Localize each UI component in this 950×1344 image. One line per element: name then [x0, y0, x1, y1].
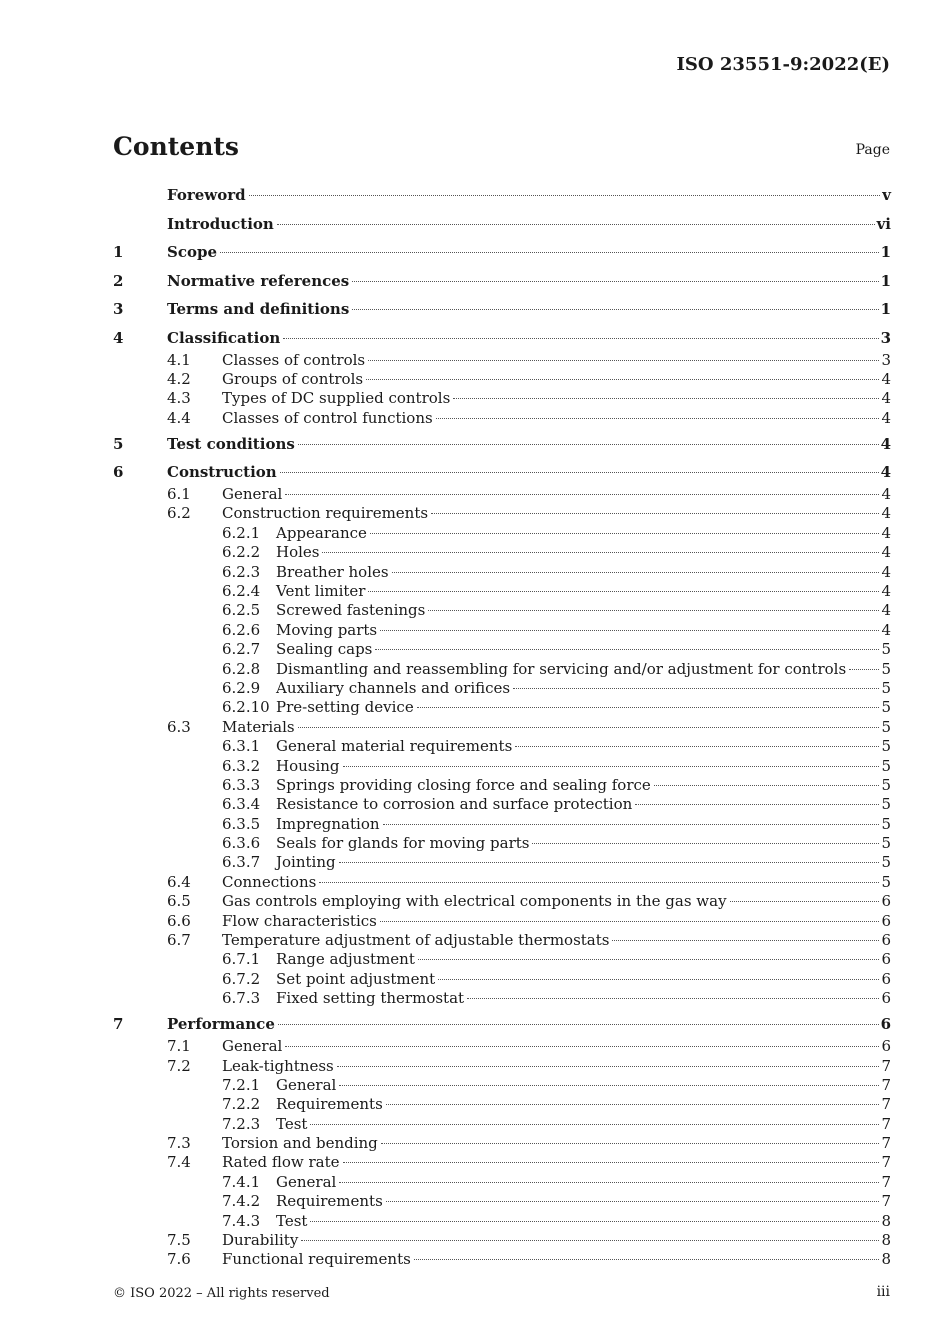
toc-entry[interactable]: [113, 389, 891, 408]
dot-leader: [428, 610, 879, 611]
toc-entry-page: 1: [880, 243, 891, 261]
toc-entry-page: 4: [881, 562, 891, 581]
toc-entry[interactable]: [113, 601, 891, 620]
toc-entry-title: Impregnation: [276, 814, 380, 833]
toc-entry-title: Test: [276, 1211, 308, 1230]
dot-leader: [386, 1104, 880, 1105]
toc-entry-page: 1: [880, 271, 891, 290]
toc-entry-title: General: [222, 1037, 283, 1056]
toc-entry-title: Fixed setting thermostat: [276, 989, 465, 1008]
toc-entry-title: General: [276, 1172, 337, 1191]
toc-entry-title: Springs providing closing force and sealing force: [276, 775, 651, 794]
toc-entry-title: Holes: [276, 543, 320, 562]
toc-entry-page: 5: [881, 853, 891, 872]
toc-entry-number: 7.4.3: [222, 1211, 261, 1230]
dot-leader: [370, 533, 880, 534]
toc-entry-page: 7: [881, 1114, 891, 1133]
toc-entry-page: 7: [881, 1172, 891, 1191]
toc-entry-number: 6.3.1: [222, 737, 261, 756]
toc-entry-number: 2: [113, 271, 124, 290]
toc-entry[interactable]: [113, 621, 891, 640]
toc-entry[interactable]: [113, 485, 891, 504]
dot-leader: [414, 1259, 880, 1260]
toc-entry-number: 7.5: [167, 1231, 191, 1250]
toc-entry[interactable]: [113, 272, 891, 294]
toc-entry[interactable]: [113, 409, 891, 428]
table-of-contents: [113, 186, 891, 1270]
toc-entry-number: 6.7.3: [222, 989, 261, 1008]
toc-entry[interactable]: [113, 463, 891, 485]
dot-leader: [515, 746, 879, 747]
toc-entry[interactable]: [113, 970, 891, 989]
toc-entry-title: General: [222, 485, 283, 504]
toc-entry-page: 7: [881, 1134, 891, 1153]
toc-entry-title: Requirements: [276, 1095, 383, 1114]
toc-entry[interactable]: [113, 1015, 891, 1037]
toc-entry-page: 6: [881, 969, 891, 988]
toc-entry-page: 7: [881, 1192, 891, 1211]
toc-entry-number: 6.2.10: [222, 698, 270, 717]
toc-entry-title: General material requirements: [276, 737, 513, 756]
toc-entry-page: 6: [881, 911, 891, 930]
toc-entry-number: 4.4: [167, 408, 191, 427]
toc-entry-page: 3: [881, 350, 891, 369]
toc-entry[interactable]: [113, 1115, 891, 1134]
page-title: Contents: [113, 132, 240, 161]
toc-entry-title: Materials: [222, 717, 295, 736]
toc-entry-title: Groups of controls: [222, 369, 364, 388]
toc-entry[interactable]: [113, 853, 891, 872]
toc-entry[interactable]: [113, 186, 891, 208]
page-column-label: Page: [855, 142, 890, 158]
toc-entry[interactable]: [113, 1057, 891, 1076]
toc-entry-title: Construction: [167, 463, 277, 482]
toc-entry[interactable]: [113, 1095, 891, 1114]
dot-leader: [283, 338, 878, 339]
dot-leader: [285, 494, 879, 495]
toc-entry-page: 4: [881, 408, 891, 427]
toc-entry[interactable]: [113, 1134, 891, 1153]
copyright-notice: © ISO 2022 – All rights reserved: [113, 1286, 330, 1301]
toc-entry-title: Test conditions: [167, 434, 295, 453]
toc-entry[interactable]: [113, 718, 891, 737]
toc-entry-title: Performance: [167, 1015, 275, 1034]
toc-entry-number: 6.2.7: [222, 640, 261, 659]
toc-entry[interactable]: [113, 757, 891, 776]
toc-entry-title: Durability: [222, 1231, 299, 1250]
toc-entry-title: Screwed fastenings: [276, 601, 426, 620]
toc-entry-page: 5: [881, 814, 891, 833]
toc-entry-page: 1: [880, 300, 891, 318]
toc-entry[interactable]: [113, 1231, 891, 1250]
dot-leader: [310, 1221, 879, 1222]
toc-entry[interactable]: [113, 435, 891, 457]
toc-entry[interactable]: [113, 950, 891, 969]
toc-entry-title: Functional requirements: [222, 1250, 411, 1269]
toc-entry-title: Classification: [167, 328, 281, 347]
toc-entry[interactable]: [113, 524, 891, 543]
dot-leader: [249, 195, 881, 196]
toc-entry-page: 5: [881, 659, 891, 678]
toc-entry-number: 7.2.1: [222, 1075, 261, 1094]
toc-entry[interactable]: [113, 640, 891, 659]
toc-entry-number: 7.2.2: [222, 1095, 261, 1114]
toc-entry-number: 6.2.8: [222, 659, 261, 678]
toc-entry[interactable]: [113, 931, 891, 950]
toc-entry-number: 6.1: [167, 485, 191, 504]
toc-entry-page: 4: [881, 523, 891, 542]
toc-entry-number: 6.3.4: [222, 795, 261, 814]
toc-entry[interactable]: [113, 698, 891, 717]
dot-leader: [337, 1066, 880, 1067]
dot-leader: [285, 1046, 879, 1047]
toc-entry-page: 4: [880, 434, 891, 453]
toc-entry-page: 6: [881, 950, 891, 969]
toc-entry-number: 6.2.1: [222, 523, 261, 542]
toc-entry[interactable]: [113, 892, 891, 911]
toc-entry-title: Construction requirements: [222, 504, 429, 523]
toc-entry-page: 5: [881, 678, 891, 697]
toc-entry-title: Resistance to corrosion and surface protection: [276, 795, 633, 814]
dot-leader: [322, 552, 879, 553]
dot-leader: [366, 379, 879, 380]
toc-entry-number: 7.1: [167, 1037, 191, 1056]
page-number: iii: [876, 1284, 890, 1300]
dot-leader: [298, 444, 879, 445]
toc-entry-page: 4: [881, 389, 891, 408]
toc-entry-page: 4: [881, 543, 891, 562]
toc-entry-number: 6.2.5: [222, 601, 261, 620]
dot-leader: [301, 1240, 879, 1241]
dot-leader: [654, 785, 880, 786]
toc-entry-number: 6.3.6: [222, 834, 261, 853]
toc-entry-page: 5: [881, 717, 891, 736]
toc-entry-title: Torsion and bending: [222, 1134, 378, 1153]
dot-leader: [380, 921, 880, 922]
dot-leader: [612, 940, 879, 941]
toc-entry-number: 6.2: [167, 504, 191, 523]
toc-entry-page: 4: [880, 463, 891, 482]
dot-leader: [381, 1143, 880, 1144]
dot-leader: [368, 360, 879, 361]
toc-entry-page: 6: [880, 1015, 891, 1034]
toc-entry-page: 3: [880, 328, 891, 347]
toc-entry-title: General: [276, 1075, 337, 1094]
toc-entry-page: 4: [881, 620, 891, 639]
toc-entry-page: v: [882, 186, 891, 204]
toc-entry-page: 8: [881, 1211, 891, 1230]
dot-leader: [417, 707, 880, 708]
toc-entry[interactable]: [113, 776, 891, 795]
toc-entry-number: 7.6: [167, 1250, 191, 1269]
dot-leader: [453, 398, 879, 399]
toc-entry-number: 6.7.1: [222, 950, 261, 969]
toc-entry-title: Pre-setting device: [276, 698, 414, 717]
dot-leader: [375, 649, 879, 650]
toc-entry-number: 6.3.5: [222, 814, 261, 833]
toc-entry-title: Jointing: [276, 853, 336, 872]
toc-entry-title: Test: [276, 1114, 308, 1133]
toc-entry-page: 5: [881, 795, 891, 814]
toc-entry-page: 6: [881, 931, 891, 950]
dot-leader: [352, 309, 878, 310]
toc-entry[interactable]: [113, 1153, 891, 1172]
toc-entry-title: Seals for glands for moving parts: [276, 834, 530, 853]
toc-entry-number: 7.2: [167, 1056, 191, 1075]
toc-entry-title: Terms and definitions: [167, 300, 350, 318]
dot-leader: [280, 472, 879, 473]
toc-entry[interactable]: [113, 1037, 891, 1056]
dot-leader: [383, 824, 880, 825]
toc-entry-title: Moving parts: [276, 620, 378, 639]
toc-entry-page: 5: [881, 775, 891, 794]
toc-entry[interactable]: [113, 582, 891, 601]
toc-entry[interactable]: [113, 563, 891, 582]
toc-entry-page: 5: [881, 698, 891, 717]
toc-entry-number: 6: [113, 463, 124, 482]
dot-leader: [278, 1024, 879, 1025]
toc-entry-title: Auxiliary channels and orifices: [276, 678, 511, 697]
toc-entry-page: 6: [881, 1037, 891, 1056]
toc-entry-page: 6: [881, 989, 891, 1008]
dot-leader: [343, 1162, 880, 1163]
dot-leader: [310, 1124, 879, 1125]
toc-entry[interactable]: [113, 912, 891, 931]
toc-entry[interactable]: [113, 1076, 891, 1095]
toc-entry[interactable]: [113, 243, 891, 265]
toc-entry-title: Vent limiter: [276, 582, 366, 601]
toc-entry-number: 6.7: [167, 931, 191, 950]
toc-entry-number: 4.1: [167, 350, 191, 369]
dot-leader: [849, 669, 879, 670]
toc-entry[interactable]: [113, 1212, 891, 1231]
toc-entry[interactable]: [113, 873, 891, 892]
dot-leader: [339, 1182, 879, 1183]
toc-entry[interactable]: [113, 300, 891, 322]
toc-entry-number: 7.4.2: [222, 1192, 261, 1211]
toc-entry-page: 7: [881, 1075, 891, 1094]
toc-entry-page: 7: [881, 1095, 891, 1114]
toc-entry[interactable]: [113, 1173, 891, 1192]
dot-leader: [298, 727, 880, 728]
toc-entry-number: 4.3: [167, 389, 191, 408]
toc-entry-number: 7.3: [167, 1134, 191, 1153]
toc-entry[interactable]: [113, 989, 891, 1008]
toc-entry-number: 6.3.2: [222, 756, 261, 775]
toc-entry[interactable]: [113, 679, 891, 698]
toc-entry-number: 6.3: [167, 717, 191, 736]
toc-entry-title: Dismantling and reassembling for servicing and/or adjustment for controls: [276, 659, 847, 678]
toc-entry-title: Normative references: [167, 271, 350, 290]
toc-entry-title: Temperature adjustment of adjustable thermostats: [222, 931, 610, 950]
toc-entry-title: Set point adjustment: [276, 969, 436, 988]
toc-entry-page: 8: [881, 1231, 891, 1250]
toc-entry[interactable]: [113, 351, 891, 370]
toc-entry-title: Connections: [222, 872, 317, 891]
toc-entry-number: 6.2.2: [222, 543, 261, 562]
toc-entry-page: 4: [881, 504, 891, 523]
dot-leader: [392, 572, 880, 573]
toc-entry-number: 4.2: [167, 369, 191, 388]
toc-entry[interactable]: [113, 1250, 891, 1269]
toc-entry-title: Rated flow rate: [222, 1153, 340, 1172]
dot-leader: [380, 630, 879, 631]
toc-entry-number: 6.6: [167, 911, 191, 930]
toc-entry-title: Classes of control functions: [222, 408, 433, 427]
toc-entry-page: 4: [881, 582, 891, 601]
toc-entry-page: 7: [881, 1056, 891, 1075]
toc-entry-page: 5: [881, 640, 891, 659]
toc-entry-number: 7: [113, 1015, 124, 1034]
toc-entry-page: 8: [881, 1250, 891, 1269]
toc-entry-page: 5: [881, 872, 891, 891]
toc-entry-title: Introduction: [167, 214, 274, 233]
toc-entry-title: Classes of controls: [222, 350, 366, 369]
toc-entry-title: Foreword: [167, 186, 246, 204]
toc-entry[interactable]: [113, 737, 891, 756]
toc-entry[interactable]: [113, 329, 891, 351]
toc-entry-number: 6.5: [167, 892, 191, 911]
toc-entry[interactable]: [113, 660, 891, 679]
toc-entry-number: 6.2.9: [222, 678, 261, 697]
toc-entry-number: 6.2.6: [222, 620, 261, 639]
toc-entry-title: Sealing caps: [276, 640, 373, 659]
toc-entry-page: 5: [881, 834, 891, 853]
dot-leader: [339, 1085, 879, 1086]
dot-leader: [532, 843, 879, 844]
dot-leader: [368, 591, 879, 592]
toc-entry-page: 4: [881, 601, 891, 620]
toc-entry-number: 6.3.7: [222, 853, 261, 872]
dot-leader: [343, 766, 880, 767]
toc-entry[interactable]: [113, 215, 891, 237]
dot-leader: [339, 862, 880, 863]
toc-entry-title: Scope: [167, 243, 218, 261]
dot-leader: [438, 979, 879, 980]
toc-entry-number: 6.2.3: [222, 562, 261, 581]
toc-entry-title: Types of DC supplied controls: [222, 389, 451, 408]
dot-leader: [467, 998, 879, 999]
toc-entry-title: Gas controls employing with electrical components in the gas way: [222, 892, 727, 911]
dot-leader: [418, 959, 880, 960]
dot-leader: [220, 252, 879, 253]
toc-entry-number: 5: [113, 434, 124, 453]
dot-leader: [386, 1201, 880, 1202]
toc-entry[interactable]: [113, 504, 891, 523]
dot-leader: [352, 281, 878, 282]
toc-entry-number: 7.4.1: [222, 1172, 261, 1191]
dot-leader: [436, 418, 880, 419]
toc-entry[interactable]: [113, 1192, 891, 1211]
dot-leader: [730, 901, 880, 902]
toc-entry-page: 4: [881, 369, 891, 388]
toc-entry-title: Appearance: [276, 523, 367, 542]
toc-entry-number: 6.3.3: [222, 775, 261, 794]
toc-entry-title: Flow characteristics: [222, 911, 377, 930]
toc-entry-number: 6.2.4: [222, 582, 261, 601]
dot-leader: [319, 882, 879, 883]
document-id: ISO 23551-9:2022(E): [676, 54, 890, 75]
toc-entry-title: Range adjustment: [276, 950, 415, 969]
toc-entry-title: Requirements: [276, 1192, 383, 1211]
toc-entry-number: 1: [113, 243, 124, 261]
toc-entry-number: 6.7.2: [222, 969, 261, 988]
toc-entry-page: 7: [881, 1153, 891, 1172]
toc-entry-number: 4: [113, 328, 124, 347]
toc-entry-number: 6.4: [167, 872, 191, 891]
toc-entry-title: Breather holes: [276, 562, 389, 581]
dot-leader: [277, 224, 875, 225]
toc-entry[interactable]: [113, 543, 891, 562]
toc-entry-page: 6: [881, 892, 891, 911]
toc-entry-page: 5: [881, 756, 891, 775]
toc-entry-number: 3: [113, 300, 124, 318]
toc-entry-page: 5: [881, 737, 891, 756]
toc-entry[interactable]: [113, 815, 891, 834]
toc-entry-title: Housing: [276, 756, 340, 775]
toc-entry-page: 4: [881, 485, 891, 504]
dot-leader: [431, 513, 879, 514]
dot-leader: [635, 804, 879, 805]
toc-entry-number: 7.4: [167, 1153, 191, 1172]
toc-entry-number: 7.2.3: [222, 1114, 261, 1133]
toc-entry[interactable]: [113, 795, 891, 814]
dot-leader: [513, 688, 879, 689]
toc-entry-title: Leak-tightness: [222, 1056, 334, 1075]
toc-entry-page: vi: [876, 214, 891, 233]
toc-entry[interactable]: [113, 834, 891, 853]
toc-entry[interactable]: [113, 370, 891, 389]
